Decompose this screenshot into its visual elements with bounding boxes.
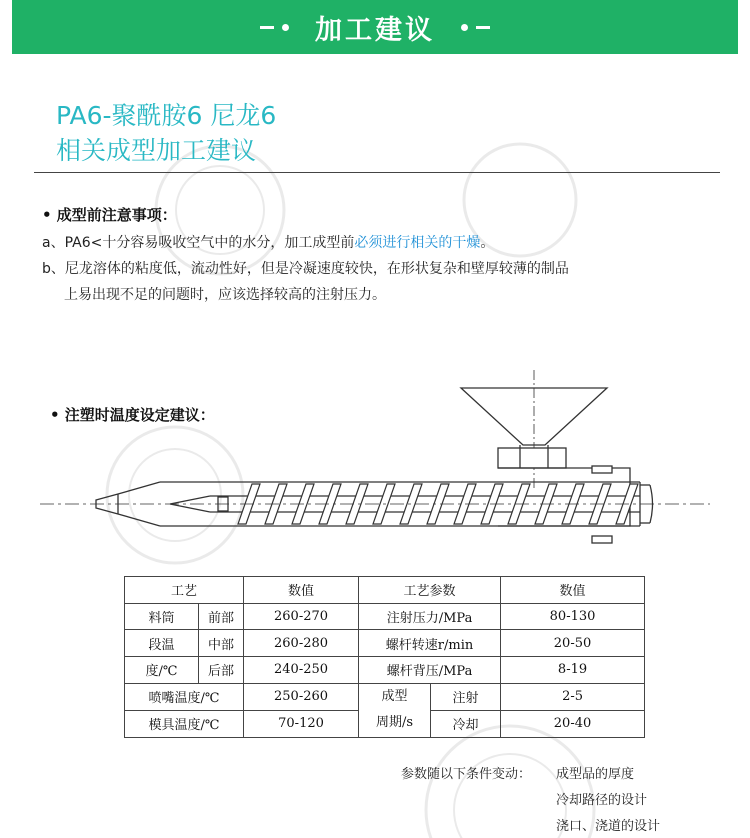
table-cell: 段温 [125, 630, 199, 657]
injection-barrel-diagram [0, 370, 750, 570]
banner-title: 加工建议 [315, 14, 435, 46]
table-cell: 喷嘴温度/℃ [125, 683, 244, 710]
process-parameters-table [124, 576, 645, 738]
material-title: PA6-聚酰胺6 尼龙6 [56, 101, 277, 130]
table-cell: 250-260 [244, 683, 359, 710]
footer-item: 成型品的厚度 [556, 767, 635, 782]
table-cell: 料筒 [125, 603, 199, 630]
table-cell: 注射 [431, 683, 501, 710]
banner-dot-right [461, 24, 468, 31]
table-cell: 80-130 [501, 603, 645, 630]
table-cell: 260-270 [244, 603, 359, 630]
table-cell: 螺杆转速r/min [359, 630, 501, 657]
note-a-text: a、PA6<十分容易吸收空气中的水分，加工成型前 [42, 235, 355, 251]
table-cell: 70-120 [244, 710, 359, 737]
note-a-end: 。 [480, 235, 495, 251]
note-a-highlight: 必须进行相关的干燥 [354, 235, 481, 251]
banner-dot-left [282, 24, 289, 31]
note-a [42, 232, 494, 252]
table-cell: 冷却 [431, 710, 501, 737]
table-cell: 中部 [199, 630, 244, 657]
title-divider [34, 172, 720, 173]
table-cell: 度/℃ [125, 656, 199, 683]
note-b-line2: 上易出现不足的问题时，应该选择较高的注射压力。 [64, 287, 386, 303]
table-cell: 2-5 [501, 683, 645, 710]
table-cell: 20-50 [501, 630, 645, 657]
footer-label: 参数随以下条件变动： [401, 767, 532, 782]
header-value: 数值 [501, 577, 645, 604]
table-row [125, 630, 645, 657]
table-cell: 后部 [199, 656, 244, 683]
table-cell: 注射压力/MPa [359, 603, 501, 630]
table-row [125, 683, 645, 710]
footer-item: 浇口、浇道的设计 [556, 819, 661, 834]
cycle-label-top: 成型 [381, 689, 408, 705]
table-cell: 260-280 [244, 630, 359, 657]
note-b-line1: b、尼龙溶体的粘度低，流动性好，但是冷凝速度较快，在形状复杂和壁厚较薄的制品 [42, 261, 569, 277]
cycle-label-bottom: 周期/s [375, 715, 414, 731]
table-cell: 螺杆背压/MPa [359, 656, 501, 683]
table-cell: 8-19 [501, 656, 645, 683]
table-cell: 240-250 [244, 656, 359, 683]
banner-dash-right [476, 26, 490, 29]
temperature-heading: • 注塑时温度设定建议： [50, 406, 215, 424]
table-cell: 模具温度/℃ [125, 710, 244, 737]
header-process: 工艺 [125, 577, 244, 604]
table-cell: 前部 [199, 603, 244, 630]
section-banner [12, 0, 738, 54]
table-cell: 20-40 [501, 710, 645, 737]
table-row [125, 603, 645, 630]
table-header-row [125, 577, 645, 604]
banner-dash-left [260, 26, 274, 29]
pre-molding-heading: • 成型前注意事项： [42, 206, 177, 224]
header-parameter: 工艺参数 [359, 577, 501, 604]
table-row [125, 656, 645, 683]
footer-item: 冷却路径的设计 [556, 793, 648, 808]
cycle-label-cell [359, 683, 431, 737]
material-subtitle: 相关成型加工建议 [56, 136, 257, 165]
header-value: 数值 [244, 577, 359, 604]
